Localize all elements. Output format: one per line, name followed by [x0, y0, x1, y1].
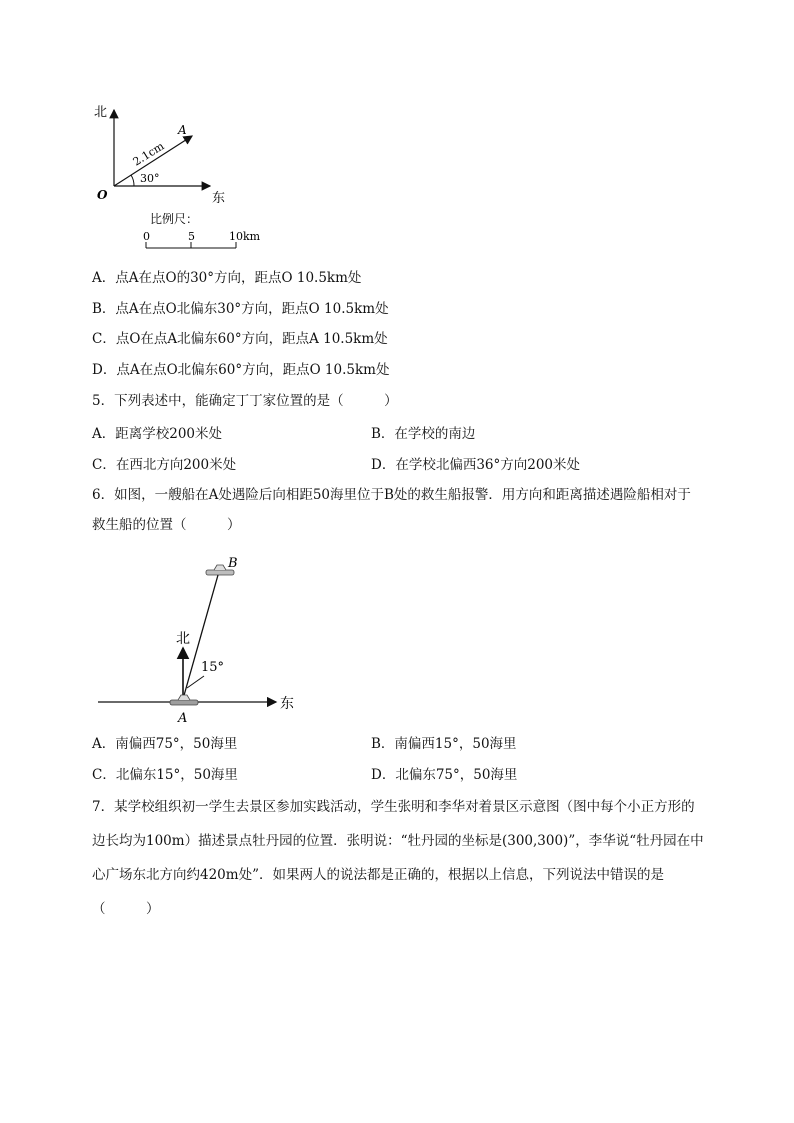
ship-b-cabin — [214, 565, 226, 570]
point-a-label: A — [178, 123, 187, 137]
north-label: 北 — [94, 105, 108, 120]
scale-label-0: 0 — [143, 230, 150, 243]
q6-option-d: D．北偏东75°，50海里 — [371, 767, 518, 783]
direction-figure-2 — [90, 548, 310, 726]
east-label: 东 — [212, 191, 226, 206]
q4-option-d: D．点A在点O北偏东60°方向，距点O 10.5km处 — [92, 362, 390, 378]
north-label-2: 北 — [176, 631, 190, 647]
ship-a-icon — [170, 700, 198, 705]
point-b-label: B — [228, 556, 238, 571]
point-a-label-2: A — [178, 711, 188, 726]
q7-stem: 7．某学校组织初一学生去景区参加实践活动，学生张明和李华对着景区示意图（图中每个小正方形的边长均为100m）描述景点牡丹园的位置．张明说：“牡丹园的坐标是(300,300)”，李华说“牡丹园在中心广场东北方向约420m处”．如果两人的说法都是正确的，根据以上信息，下列说法中错误的是（ ） — [92, 799, 704, 917]
q5-option-c: C．在西北方向200米处 — [92, 457, 237, 473]
direction-figure-1 — [88, 98, 278, 253]
ship-a-cabin — [178, 695, 190, 700]
angle-arc — [131, 175, 134, 186]
q4-option-b: B．点A在点O北偏东30°方向，距点O 10.5km处 — [92, 301, 389, 317]
scale-title: 比例尺： — [150, 212, 199, 226]
angle-label-2: 15° — [201, 660, 225, 675]
origin-label: O — [97, 188, 108, 202]
q5-option-d: D．在学校北偏西36°方向200米处 — [371, 457, 581, 473]
q5-option-b: B．在学校的南边 — [371, 426, 476, 442]
scale-label-5: 5 — [188, 230, 195, 243]
q4-option-a: A．点A在点O的30°方向，距点O 10.5km处 — [92, 270, 362, 286]
q5-stem: 5．下列表述中，能确定丁丁家位置的是（ ） — [92, 393, 398, 409]
scale-label-10: 10km — [229, 230, 261, 243]
q6-option-b: B．南偏西15°，50海里 — [371, 736, 517, 752]
q6-stem: 6．如图，一艘船在A处遇险后向相距50海里位于B处的救生船报警．用方向和距离描述遇险船相对于救生船的位置（ ） — [92, 487, 691, 533]
angle-label: 30° — [140, 172, 160, 185]
q5-option-a: A．距离学校200米处 — [92, 426, 223, 442]
q4-option-c: C．点O在点A北偏东60°方向，距点A 10.5km处 — [92, 331, 388, 347]
distance-label: 2.1cm — [130, 139, 167, 169]
q6-option-a: A．南偏西75°，50海里 — [92, 736, 238, 752]
q6-option-c: C．北偏东15°，50海里 — [92, 767, 238, 783]
east-label-2: 东 — [280, 696, 294, 712]
